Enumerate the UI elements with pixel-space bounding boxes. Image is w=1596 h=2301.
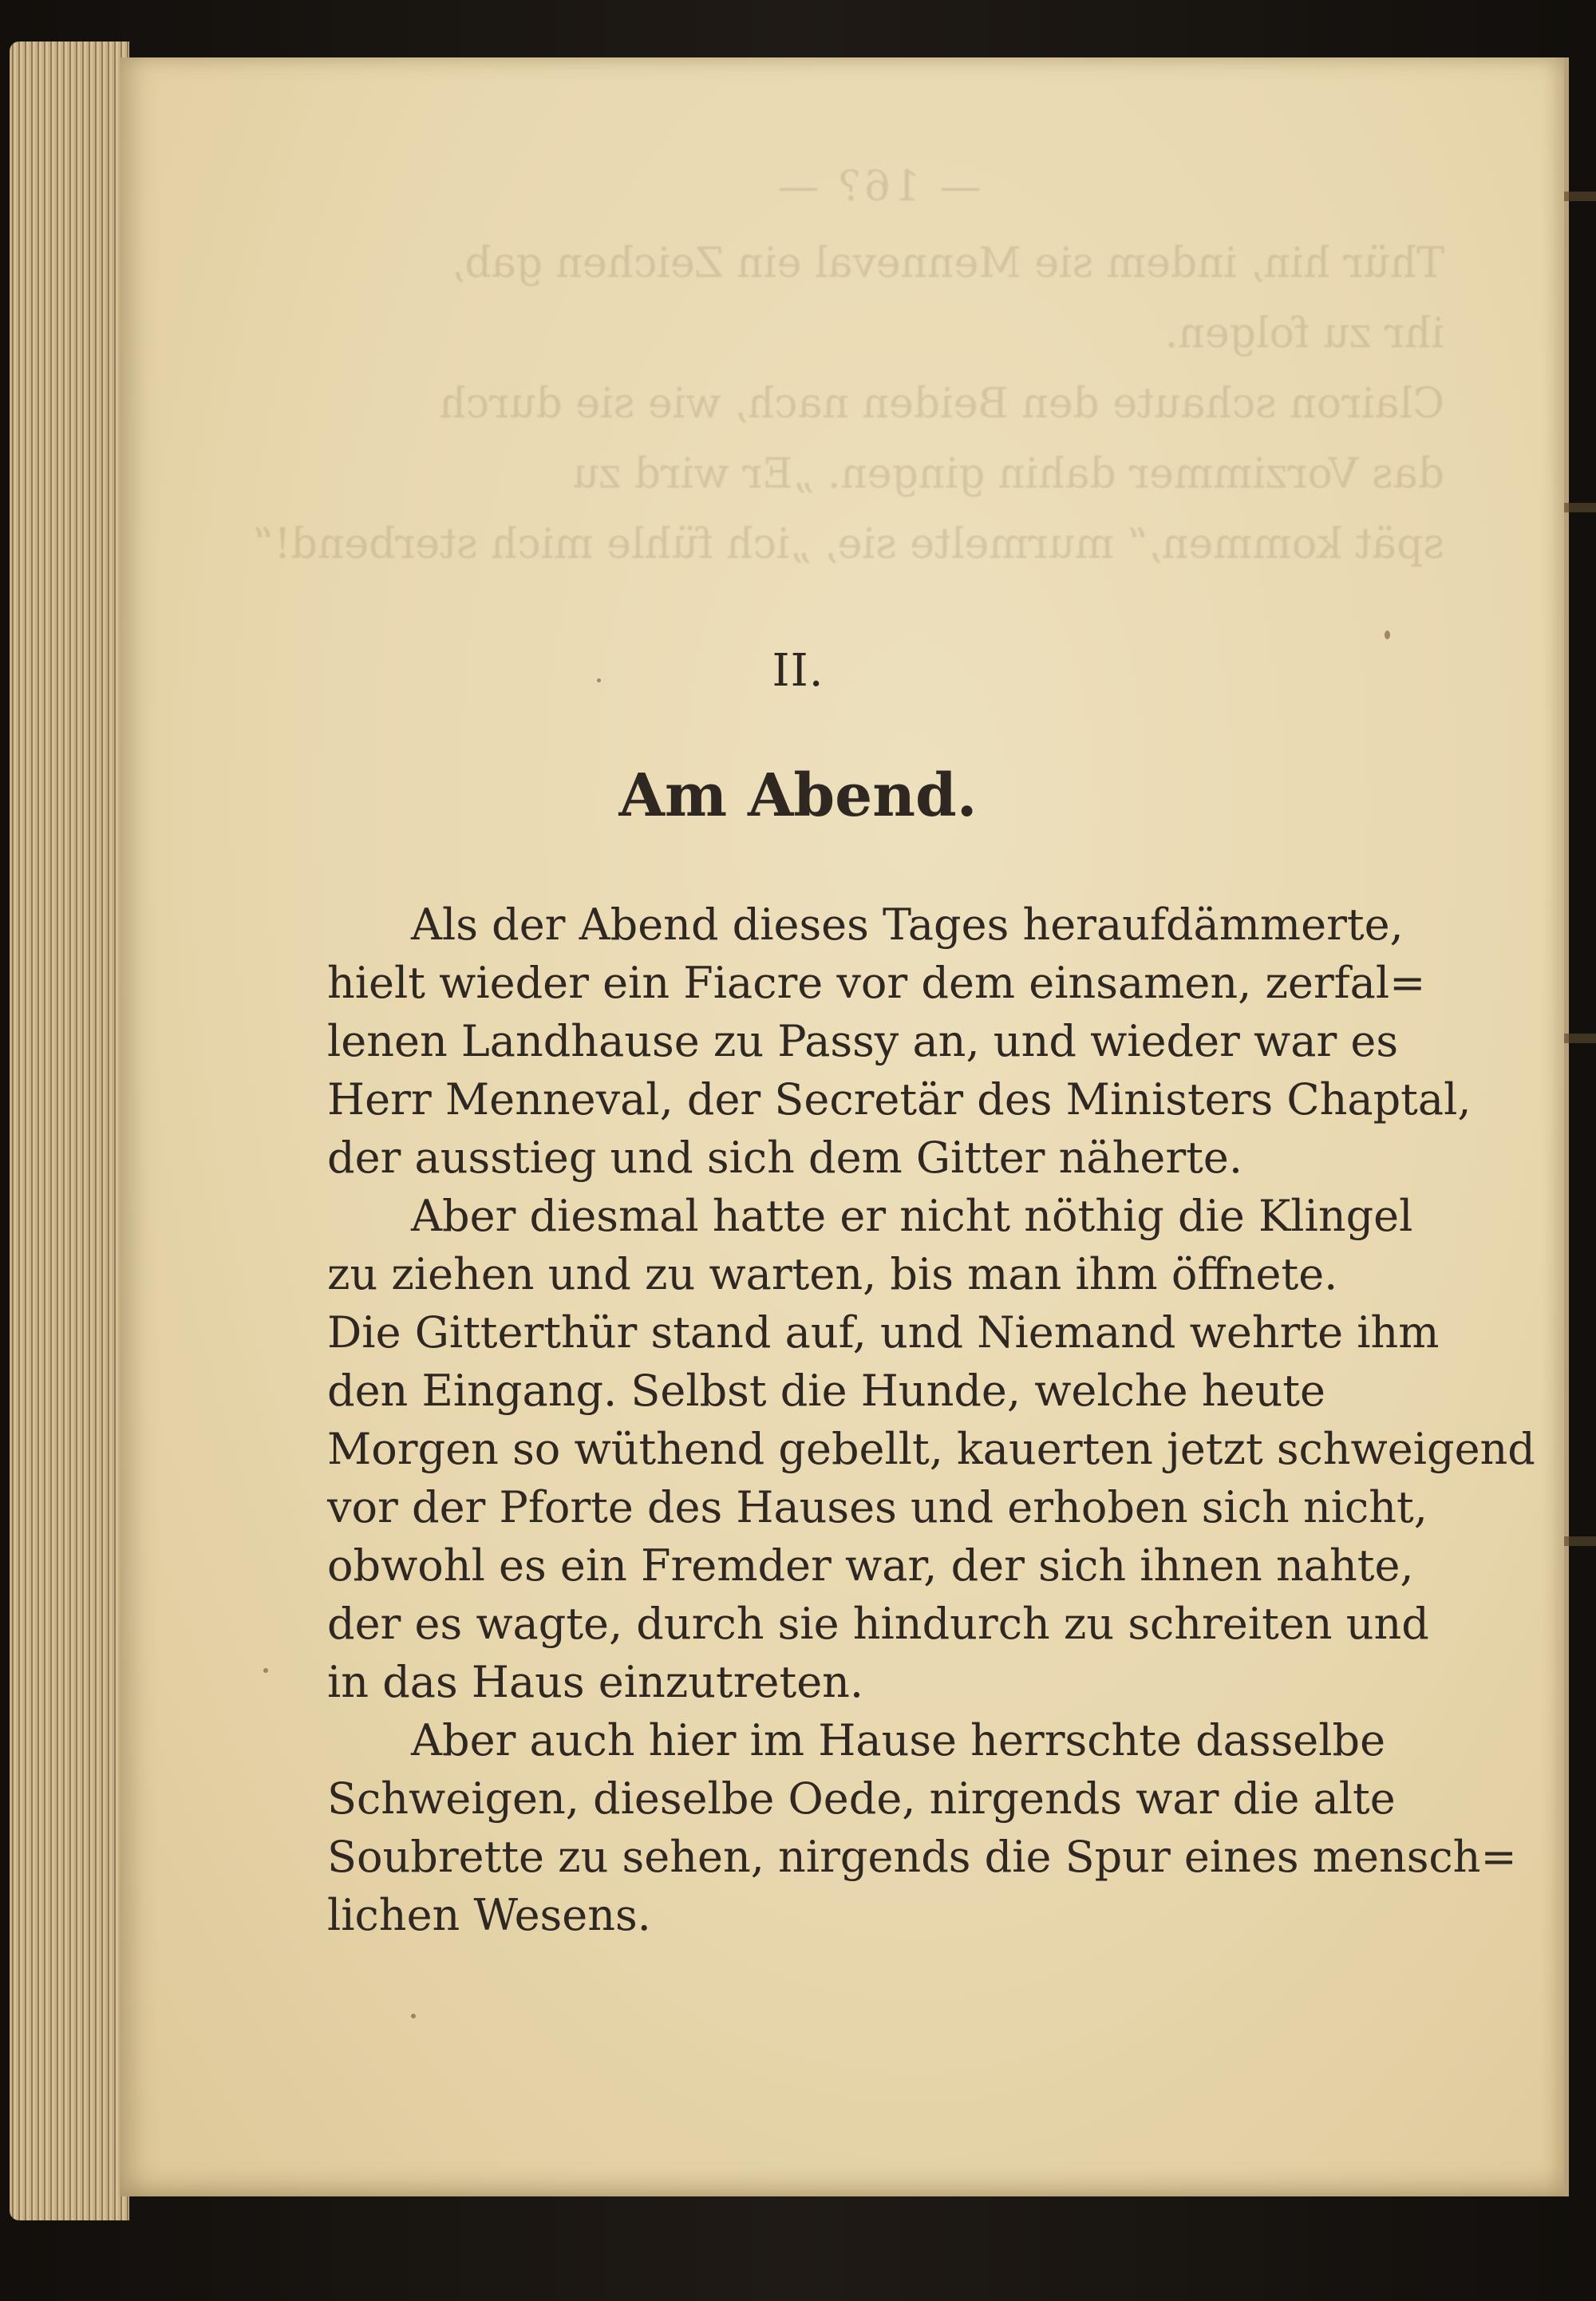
- page-edges: [10, 42, 129, 2220]
- text-line: Die Gitterthür stand auf, und Niemand wehrte ihm: [327, 1307, 1440, 1358]
- text-line: Herr Menneval, der Secretär des Ministers Chaptal,: [327, 1074, 1472, 1125]
- paragraph-1: [327, 895, 1472, 1187]
- paragraph-3: [327, 1711, 1517, 1944]
- chapter-number: II.: [772, 645, 824, 697]
- page-edge-mark: [1564, 1536, 1596, 1546]
- paper-speck: [1385, 631, 1390, 639]
- text-line: vor der Pforte des Hauses und erhoben sich nicht,: [327, 1482, 1428, 1532]
- text-line: Als der Abend dieses Tages heraufdämmerte,: [411, 899, 1404, 950]
- paper-speck: [597, 678, 601, 682]
- chapter-body: [327, 895, 1535, 1944]
- text-line: obwohl es ein Fremder war, der sich ihnen nahte,: [327, 1540, 1414, 1591]
- page-edge-mark: [1564, 503, 1596, 512]
- text-line: Schweigen, dieselbe Oede, nirgends war die alte: [327, 1773, 1396, 1824]
- page-edge-mark: [1564, 1034, 1596, 1043]
- text-line: hielt wieder ein Fiacre vor dem einsamen, zerfal=: [327, 958, 1426, 1008]
- text-line: der ausstieg und sich dem Gitter näherte.: [327, 1133, 1242, 1183]
- text-line: Morgen so wüthend gebellt, kauerten jetzt schweigend: [327, 1424, 1535, 1474]
- page-edge-mark: [1564, 192, 1596, 201]
- text-line: Aber auch hier im Hause herrschte dasselbe: [411, 1715, 1386, 1765]
- text-line: Aber diesmal hatte er nicht nöthig die Klingel: [411, 1191, 1413, 1241]
- text-line: in das Haus einzutreten.: [327, 1657, 864, 1707]
- paragraph-2: [327, 1187, 1535, 1711]
- text-line: lichen Wesens.: [327, 1890, 651, 1940]
- text-line: lenen Landhause zu Passy an, und wieder war es: [327, 1016, 1399, 1066]
- text-line: zu ziehen und zu warten, bis man ihm öffnete.: [327, 1249, 1338, 1299]
- paper-speck: [411, 2014, 416, 2018]
- text-line: den Eingang. Selbst die Hunde, welche heute: [327, 1366, 1325, 1416]
- chapter-title: Am Abend.: [618, 761, 978, 830]
- paper-speck: [263, 1668, 268, 1673]
- text-line: der es wagte, durch sie hindurch zu schreiten und: [327, 1599, 1429, 1649]
- text-line: Soubrette zu sehen, nirgends die Spur eines mensch=: [327, 1832, 1517, 1882]
